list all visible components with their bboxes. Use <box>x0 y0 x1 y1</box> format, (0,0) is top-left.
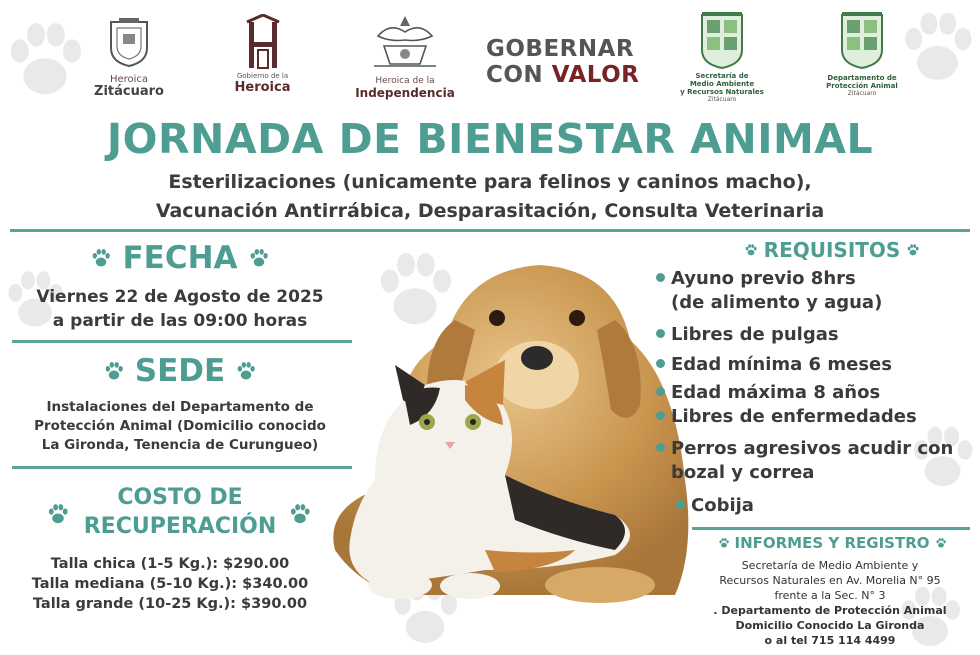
informes-body <box>690 558 970 648</box>
bullet-icon <box>656 443 665 452</box>
fecha-date: Viernes 22 de Agosto de 2025 <box>36 287 324 307</box>
logo-proteccion-line1: Departamento de <box>827 74 897 82</box>
paw-icon <box>235 360 257 382</box>
requisito-label: Ayuno previo 8hrs <box>671 268 856 289</box>
informes-heading-label: INFORMES Y REGISTRO <box>734 534 930 552</box>
sede-line2: Protección Animal (Domicilio conocido <box>34 418 326 434</box>
price-value: $290.00 <box>223 556 290 572</box>
logo-zitacuaro-line1: Heroica <box>109 74 149 85</box>
divider <box>12 466 352 469</box>
sede-line1: Instalaciones del Departamento de <box>46 399 314 415</box>
informes-line: Secretaría de Medio Ambiente y <box>741 559 919 572</box>
bullet-icon <box>656 359 665 368</box>
page-title: JORNADA DE BIENESTAR ANIMAL <box>106 115 874 163</box>
eagle-crest-icon <box>370 12 440 70</box>
requisito-label: Edad máxima 8 años <box>671 382 881 403</box>
gobernar-con-valor-logo <box>486 36 639 88</box>
paw-icon <box>718 537 730 549</box>
requisito-item-continuation: (de alimento y agua) <box>671 292 883 313</box>
bullet-icon <box>656 329 665 338</box>
logo-independencia-line2: Independencia <box>355 86 455 100</box>
bullet-icon <box>656 411 665 420</box>
logo-medio-ambiente-line4: Zitácuaro <box>707 96 737 103</box>
requisito-label: Edad mínima 6 meses <box>671 354 892 375</box>
subtitle-line1: Esterilizaciones (unicamente para felinos y caninos macho), <box>168 171 812 193</box>
gobernar-line1: GOBERNAR <box>486 36 635 62</box>
informes-line: Domicilio Conocido La Gironda <box>735 619 925 632</box>
requisito-item <box>676 494 754 517</box>
requisito-label: Perros agresivos acudir con <box>671 438 954 459</box>
price-value: $390.00 <box>241 596 308 612</box>
green-crest-icon <box>839 12 885 70</box>
requisito-item <box>656 381 880 404</box>
paw-icon <box>744 243 758 257</box>
requisitos-heading <box>692 238 972 262</box>
divider <box>12 340 352 343</box>
logo-independencia <box>350 12 460 100</box>
dog-and-cat-illustration <box>315 250 695 610</box>
informes-phone: o al tel 715 114 4499 <box>764 634 896 647</box>
requisito-item <box>656 353 892 376</box>
requisito-item <box>656 323 839 346</box>
informes-line: Recursos Naturales en Av. Morelia N° 95 <box>719 574 941 587</box>
costo-heading-line2: RECUPERACIÓN <box>83 514 277 539</box>
requisito-label: Libres de enfermedades <box>671 406 917 427</box>
paw-icon <box>90 247 112 269</box>
paw-icon <box>935 537 947 549</box>
informes-line: . Departamento de Protección Animal <box>713 604 947 617</box>
requisito-item <box>656 437 953 460</box>
logo-zitacuaro-line2: Zitácuaro <box>94 84 164 99</box>
price-value: $340.00 <box>242 576 309 592</box>
requisito-item <box>656 267 856 290</box>
price-row-mediana <box>10 576 330 592</box>
informes-line: frente a la Sec. N° 3 <box>774 589 886 602</box>
bullet-icon <box>656 387 665 396</box>
background-paw-icon <box>0 10 90 110</box>
city-crest-icon <box>107 18 151 68</box>
logo-gobierno-line1: Gobierno de la <box>236 72 289 80</box>
paw-icon <box>906 243 920 257</box>
logo-proteccion-animal <box>816 12 908 98</box>
requisito-label: Libres de pulgas <box>671 324 839 345</box>
paw-icon <box>103 360 125 382</box>
logo-gobierno-line2: Heroica <box>234 80 291 95</box>
green-crest-icon <box>699 12 745 70</box>
costo-heading-line1: COSTO DE <box>117 485 243 510</box>
price-row-chica <box>10 556 330 572</box>
requisito-item-continuation: bozal y correa <box>671 462 815 483</box>
informes-heading <box>692 534 972 553</box>
sede-heading-label: SEDE <box>134 353 226 389</box>
logo-gobierno-heroica <box>215 14 310 95</box>
divider <box>10 229 970 232</box>
price-label: Talla chica (1-5 Kg.): <box>50 556 219 572</box>
fecha-heading-label: FECHA <box>122 240 238 276</box>
fecha-heading <box>10 240 350 277</box>
logo-medio-ambiente-line2: Medio Ambiente <box>689 80 755 88</box>
bullet-icon <box>656 273 665 282</box>
logo-medio-ambiente-line1: Secretaría de <box>695 72 749 80</box>
logo-proteccion-line3: Zitácuaro <box>847 90 877 97</box>
paw-icon <box>248 247 270 269</box>
price-row-grande <box>10 596 330 612</box>
price-label: Talla grande (10-25 Kg.): <box>32 596 236 612</box>
gobernar-valor: VALOR <box>551 62 640 88</box>
logo-zitacuaro <box>84 18 174 99</box>
subtitle-line2: Vacunación Antirrábica, Desparasitación, Consulta Veterinaria <box>155 200 825 222</box>
requisito-item <box>656 405 917 428</box>
sede-line3: La Gironda, Tenencia de Curungueo) <box>41 437 319 453</box>
sede-heading <box>10 353 350 390</box>
gobernar-line2 <box>486 62 639 88</box>
requisito-label: Cobija <box>691 495 754 516</box>
gobernar-con: CON <box>486 62 552 88</box>
price-label: Talla mediana (5-10 Kg.): <box>31 576 238 592</box>
divider <box>692 527 970 530</box>
logo-medio-ambiente <box>676 12 768 104</box>
fecha-time: a partir de las 09:00 horas <box>52 311 308 331</box>
logo-proteccion-line2: Protección Animal <box>826 82 898 90</box>
bullet-icon <box>676 500 685 509</box>
h-monogram-icon <box>243 14 283 70</box>
logo-medio-ambiente-line3: y Recursos Naturales <box>680 88 764 96</box>
logo-independencia-line1: Heroica de la <box>375 76 435 86</box>
requisitos-heading-label: REQUISITOS <box>763 238 901 262</box>
